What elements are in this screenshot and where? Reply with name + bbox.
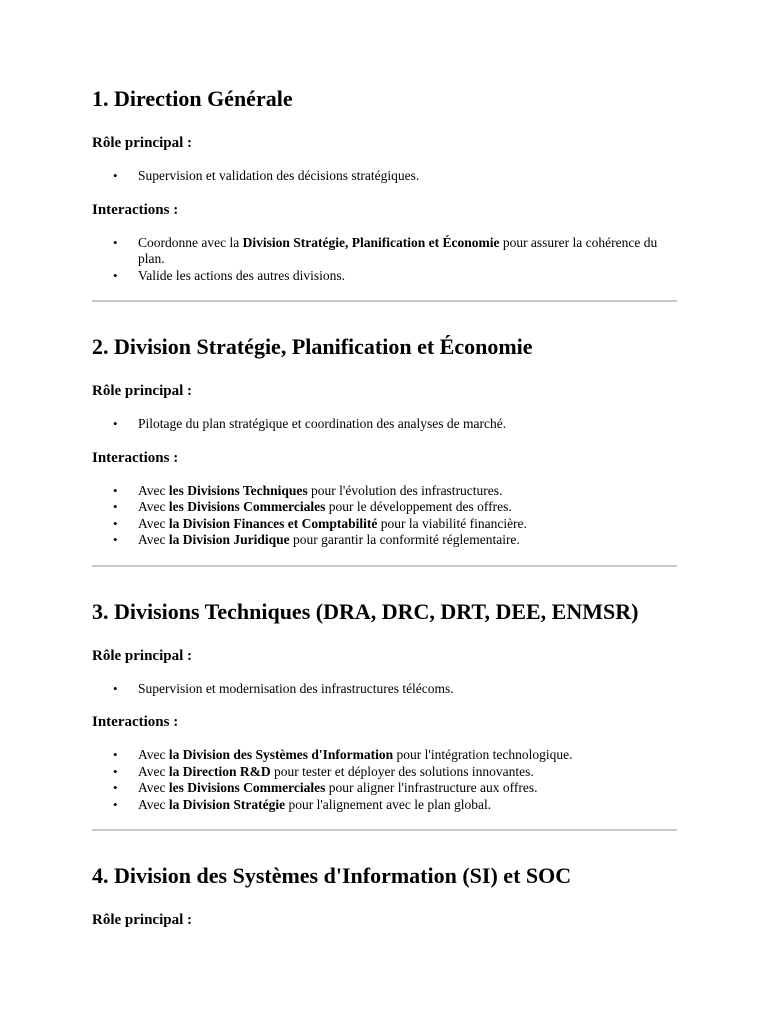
bold-text: la Division Stratégie xyxy=(168,796,286,812)
text: pour le développement des offres. xyxy=(325,499,512,514)
bold-text: les Divisions Commerciales xyxy=(168,780,326,795)
bold-text: la Direction R&D xyxy=(168,763,271,779)
interaction-item-list xyxy=(92,747,677,813)
section-title: 1. Direction Générale xyxy=(92,86,293,111)
text: Avec xyxy=(138,763,169,779)
text: Valide les actions des autres divisions. xyxy=(138,267,345,283)
text: Avec xyxy=(138,482,169,498)
interaction-item xyxy=(92,532,677,549)
bullet-icon: • xyxy=(113,499,118,514)
text: Avec xyxy=(138,747,169,762)
interaction-item xyxy=(92,764,677,781)
interaction-item xyxy=(92,483,677,500)
interaction-item xyxy=(92,268,677,285)
bullet-icon: • xyxy=(113,168,118,183)
role-principal-label: Rôle principal : xyxy=(92,135,192,151)
bullet-icon: • xyxy=(113,515,118,531)
section-title: 3. Divisions Techniques (DRA, DRC, DRT, DEE, ENMSR) xyxy=(92,598,639,624)
text: Pilotage du plan stratégique et coordination des analyses de marché. xyxy=(138,416,507,431)
text: Avec xyxy=(138,796,169,812)
bold-text: Division Stratégie, Planification et Économie xyxy=(242,234,500,250)
bold-text: la Division des Systèmes d'Information xyxy=(168,747,394,762)
bold-text: les Divisions Commerciales xyxy=(168,499,326,514)
interaction-item xyxy=(92,499,677,516)
role-item-list xyxy=(92,168,677,185)
bold-text: les Divisions Techniques xyxy=(168,482,308,498)
bullet-icon: • xyxy=(113,234,118,250)
text: Supervision et modernisation des infrastructures télécoms. xyxy=(138,680,454,696)
role-item xyxy=(92,416,677,433)
text: pour l'alignement avec le plan global. xyxy=(285,796,492,812)
section-title: 4. Division des Systèmes d'Information (SI) et SOC xyxy=(92,863,572,888)
text: Avec xyxy=(138,780,169,795)
interactions-label: Interactions : xyxy=(92,201,179,218)
role-item-list xyxy=(92,416,677,433)
section-1 xyxy=(92,86,677,334)
text: pour aligner l'infrastructure aux offres. xyxy=(325,780,538,795)
bullet-icon: • xyxy=(113,747,118,762)
bullet-icon: • xyxy=(113,780,118,795)
section-title: 2. Division Stratégie, Planification et Économie xyxy=(92,334,533,359)
interaction-item xyxy=(92,797,677,814)
interaction-item xyxy=(92,235,677,268)
text: Coordonne avec la xyxy=(138,234,243,250)
text: pour garantir la conformité réglementaire. xyxy=(289,532,520,547)
interactions-label: Interactions : xyxy=(92,714,179,730)
bullet-icon: • xyxy=(113,482,118,498)
bullet-icon: • xyxy=(113,796,118,812)
bullet-icon: • xyxy=(113,763,118,779)
interaction-item xyxy=(92,780,677,797)
text: pour l'évolution des infrastructures. xyxy=(307,482,503,498)
role-item-list xyxy=(92,681,677,698)
role-principal-label: Rôle principal : xyxy=(92,912,192,928)
text: Avec xyxy=(138,515,169,531)
bullet-icon: • xyxy=(113,416,118,431)
text: pour l'intégration technologique. xyxy=(393,747,573,762)
section-3 xyxy=(92,599,677,864)
interactions-label: Interactions : xyxy=(92,449,179,466)
text: Avec xyxy=(138,532,169,547)
bold-text: la Division Juridique xyxy=(168,532,290,547)
bold-text: la Division Finances et Comptabilité xyxy=(168,515,378,531)
bullet-icon: • xyxy=(113,532,118,547)
text: pour la viabilité financière. xyxy=(377,515,527,531)
section-4 xyxy=(92,863,677,929)
interaction-item-list xyxy=(92,235,677,285)
bullet-icon: • xyxy=(113,267,118,283)
role-principal-label: Rôle principal : xyxy=(92,647,192,664)
bullet-icon: • xyxy=(113,680,118,696)
role-principal-label: Rôle principal : xyxy=(92,383,192,399)
interaction-item-list xyxy=(92,483,677,549)
interaction-item xyxy=(92,747,677,764)
document-content xyxy=(92,86,677,929)
role-item xyxy=(92,681,677,698)
text: Avec xyxy=(138,499,169,514)
section-2 xyxy=(92,334,677,599)
text: Supervision et validation des décisions stratégiques. xyxy=(138,168,420,183)
text: pour assurer la cohérence du plan. xyxy=(138,234,658,266)
role-item xyxy=(92,168,677,185)
interaction-item xyxy=(92,516,677,533)
text: pour tester et déployer des solutions innovantes. xyxy=(270,763,534,779)
